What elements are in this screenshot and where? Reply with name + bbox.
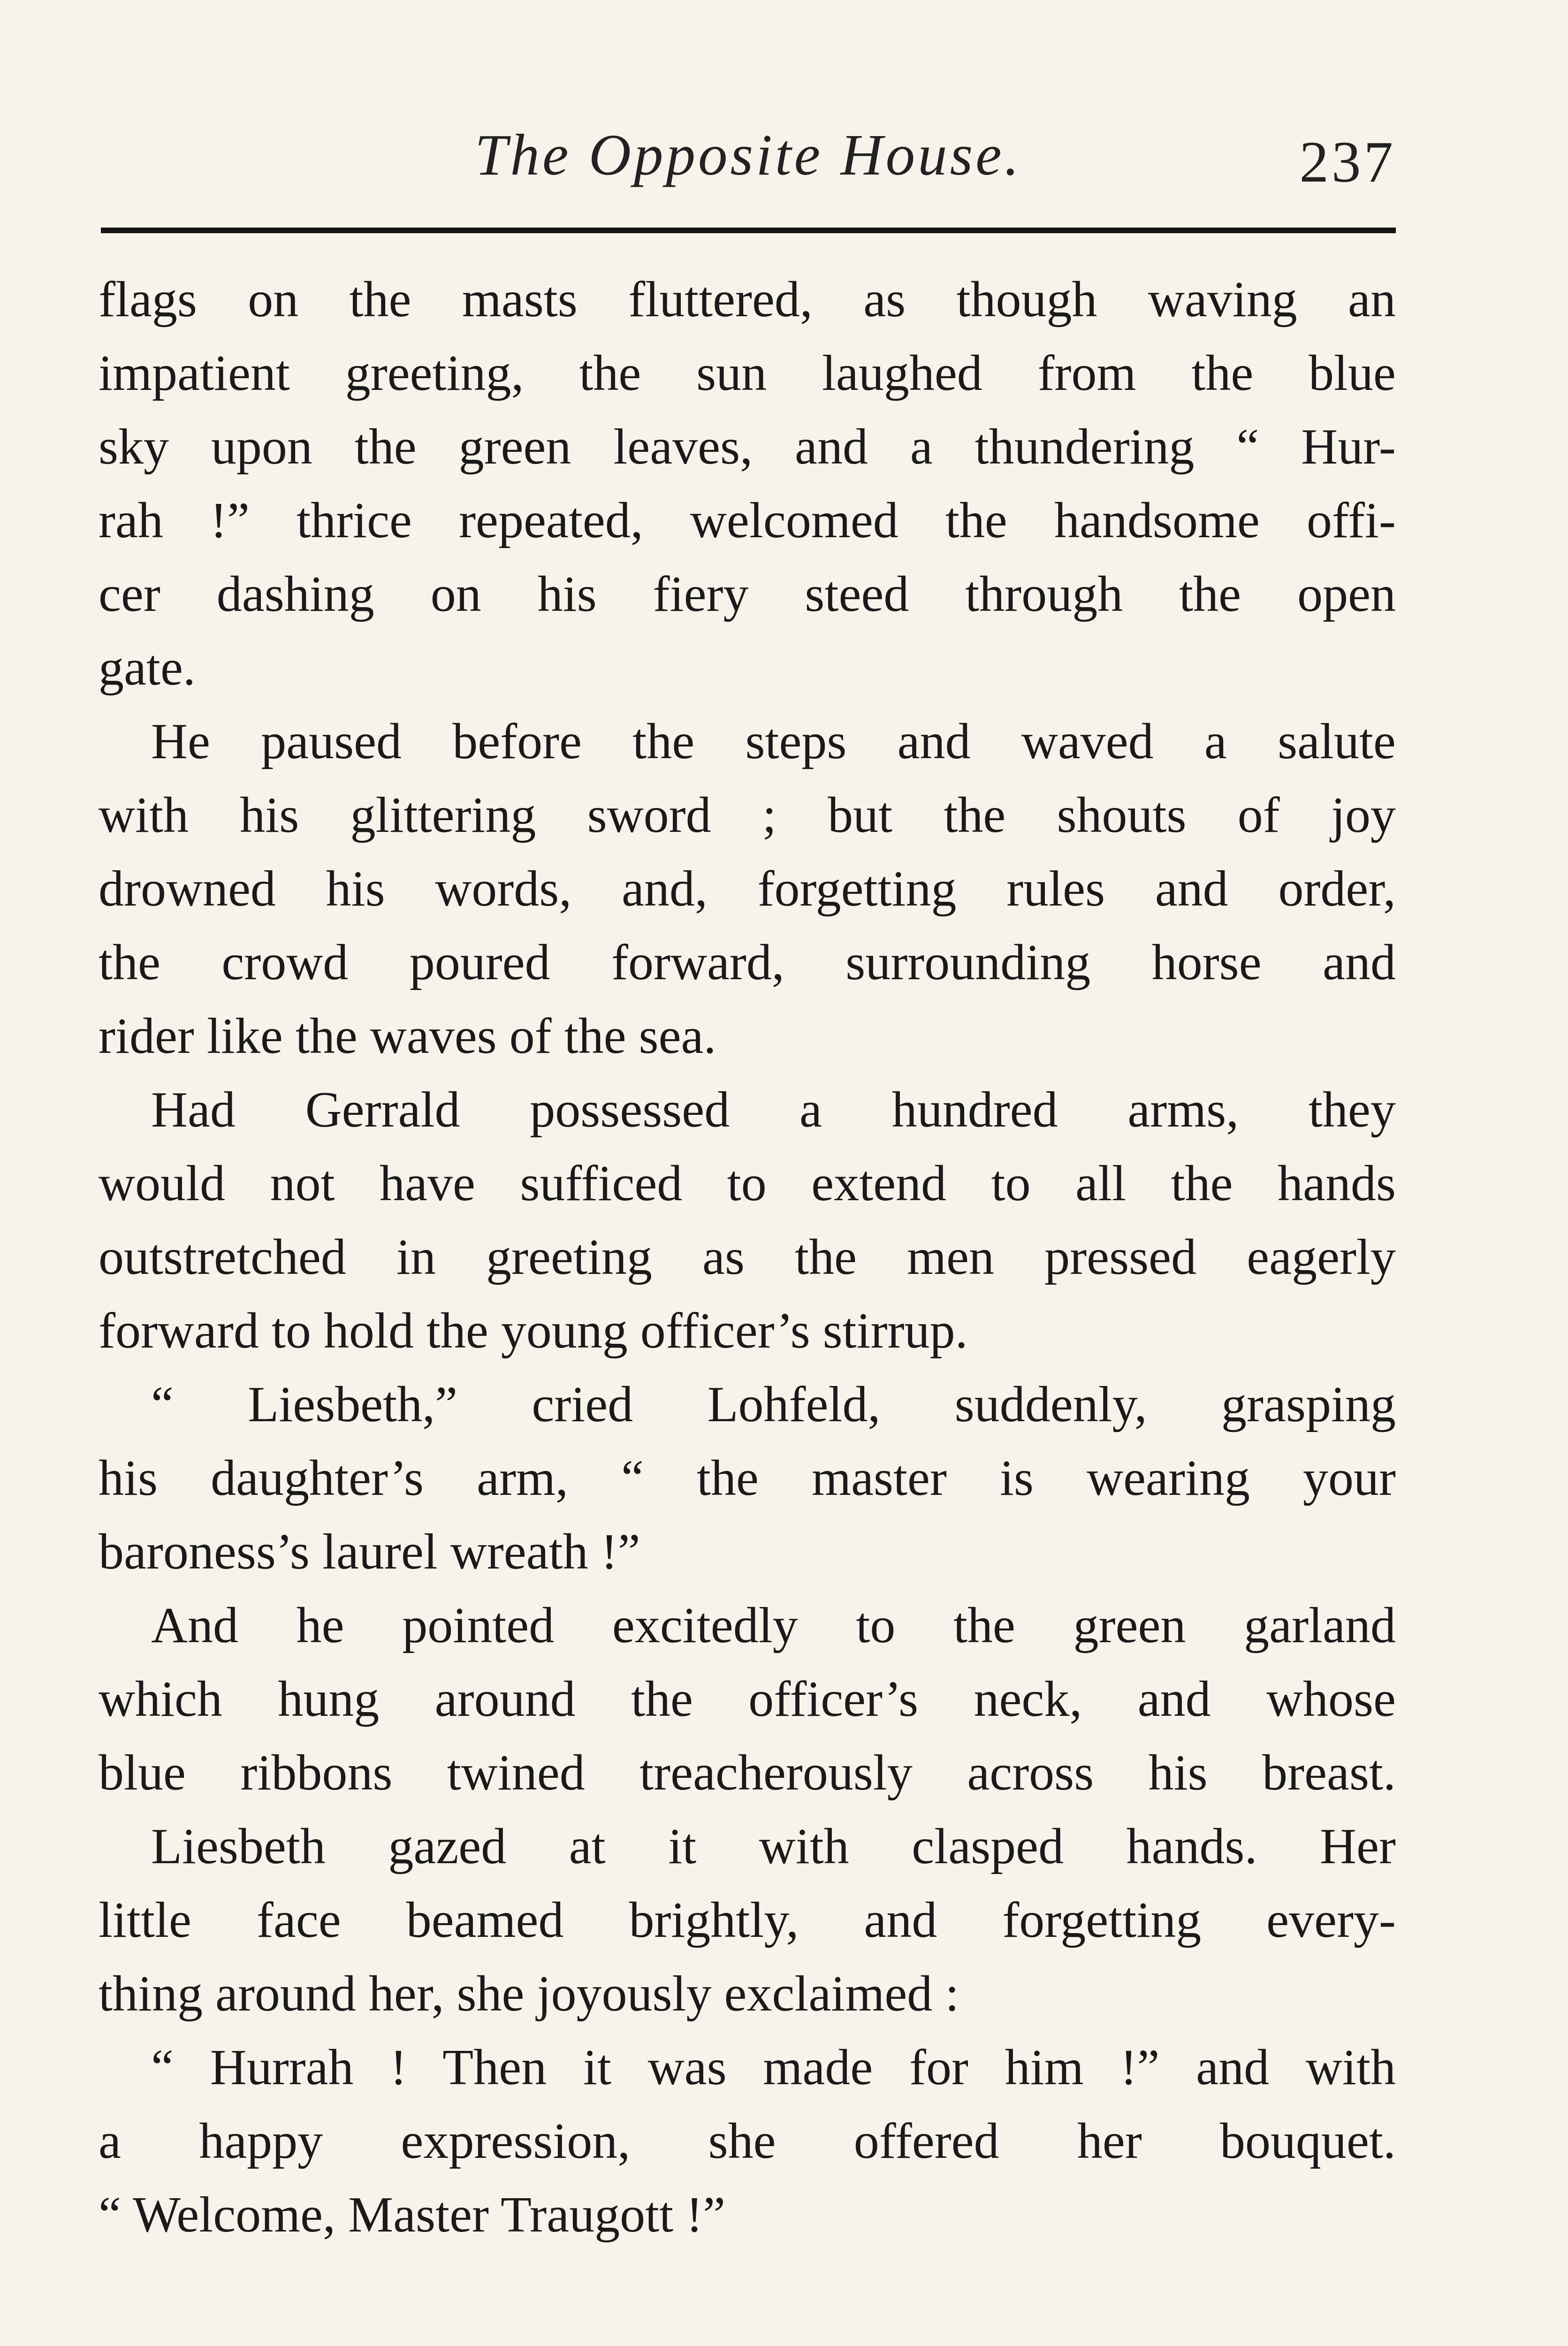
text-line: which hung around the officer’s neck, and whose: [99, 1671, 1396, 1727]
text-line: sky upon the green leaves, and a thundering “ Hur-: [99, 419, 1396, 475]
body-text: [99, 263, 1396, 2252]
text-line: baroness’s laurel wreath !”: [99, 1524, 640, 1580]
text-line: flags on the masts fluttered, as though waving an: [99, 272, 1396, 328]
running-head: [101, 117, 1396, 197]
text-line: “ Hurrah ! Then it was made for him !” and with: [151, 2040, 1396, 2095]
text-line: He paused before the steps and waved a salute: [151, 714, 1396, 769]
paragraph: [99, 1589, 1396, 1810]
text-line: “ Liesbeth,” cried Lohfeld, suddenly, grasping: [151, 1377, 1396, 1432]
paragraph: [99, 1810, 1396, 2031]
text-line: rider like the waves of the sea.: [99, 1008, 716, 1064]
text-line: And he pointed excitedly to the green garland: [151, 1598, 1396, 1653]
text-line: Had Gerrald possessed a hundred arms, they: [151, 1082, 1396, 1138]
text-line: drowned his words, and, forgetting rules and order,: [99, 861, 1396, 917]
paragraph: [99, 1368, 1396, 1589]
text-line: rah !” thrice repeated, welcomed the handsome offi-: [99, 493, 1396, 548]
text-line: cer dashing on his fiery steed through the open: [99, 566, 1396, 622]
text-line: thing around her, she joyously exclaimed :: [99, 1966, 959, 2022]
text-line: a happy expression, she offered her bouquet.: [99, 2113, 1396, 2169]
text-line: the crowd poured forward, surrounding horse and: [99, 935, 1396, 990]
page-number: 237: [1299, 130, 1396, 195]
text-line: blue ribbons twined treacherously across his breast.: [99, 1745, 1396, 1801]
running-title: The Opposite House.: [474, 123, 1022, 188]
paragraph: [99, 1073, 1396, 1368]
text-line: outstretched in greeting as the men pressed eagerly: [99, 1229, 1396, 1285]
text-line: “ Welcome, Master Traugott !”: [99, 2187, 726, 2243]
text-line: would not have sufficed to extend to all the hands: [99, 1156, 1396, 1211]
text-line: forward to hold the young officer’s stirrup.: [99, 1303, 968, 1359]
text-line: Liesbeth gazed at it with clasped hands. Her: [151, 1819, 1396, 1874]
text-line: impatient greeting, the sun laughed from the blue: [99, 345, 1396, 401]
text-line: little face beamed brightly, and forgetting every-: [99, 1892, 1396, 1948]
paragraph: [99, 263, 1396, 705]
text-line: his daughter’s arm, “ the master is wearing your: [99, 1450, 1396, 1506]
text-line: gate.: [99, 640, 196, 696]
text-line: with his glittering sword ; but the shouts of joy: [99, 787, 1396, 843]
paragraph: [99, 2031, 1396, 2252]
header-rule: [101, 228, 1396, 233]
paragraph: [99, 705, 1396, 1073]
